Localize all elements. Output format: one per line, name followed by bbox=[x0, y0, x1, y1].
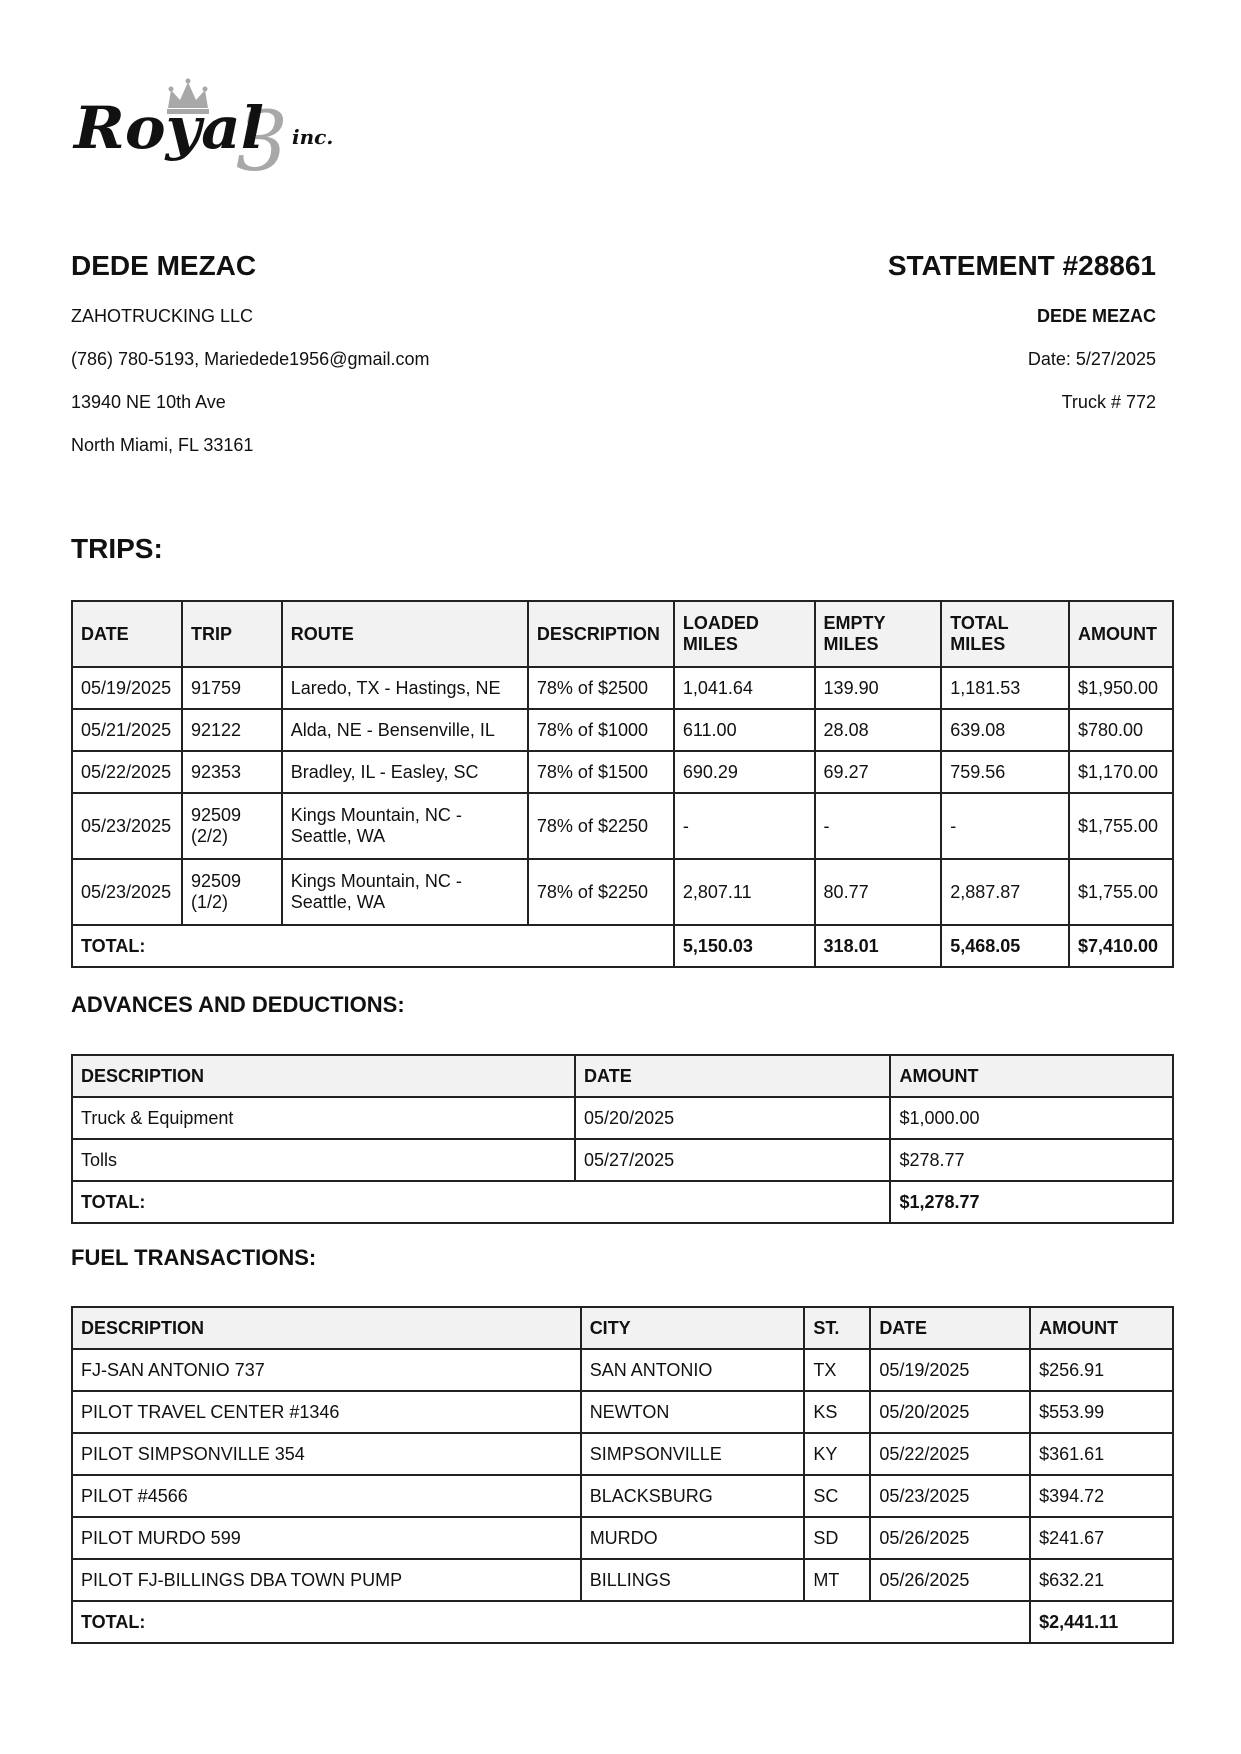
cell: MURDO bbox=[581, 1517, 805, 1559]
cell: TX bbox=[804, 1349, 870, 1391]
cell: 91759 bbox=[182, 667, 282, 709]
table-row bbox=[72, 709, 1173, 751]
column-header: AMOUNT bbox=[890, 1055, 1173, 1097]
address-line-1: 13940 NE 10th Ave bbox=[71, 392, 226, 412]
cell: NEWTON bbox=[581, 1391, 805, 1433]
cell: Kings Mountain, NC - Seattle, WA bbox=[282, 859, 528, 925]
cell: 05/20/2025 bbox=[870, 1391, 1030, 1433]
cell: BLACKSBURG bbox=[581, 1475, 805, 1517]
total-empty-miles: 318.01 bbox=[815, 925, 942, 967]
table-row bbox=[72, 751, 1173, 793]
cell: - bbox=[674, 793, 815, 859]
cell: 1,041.64 bbox=[674, 667, 815, 709]
cell: $278.77 bbox=[890, 1139, 1173, 1181]
table-row bbox=[72, 859, 1173, 925]
cell: 639.08 bbox=[941, 709, 1069, 751]
cell: $1,950.00 bbox=[1069, 667, 1173, 709]
cell: BILLINGS bbox=[581, 1559, 805, 1601]
cell: 759.56 bbox=[941, 751, 1069, 793]
cell: 78% of $1000 bbox=[528, 709, 674, 751]
svg-text:3: 3 bbox=[235, 95, 289, 190]
column-header: DESCRIPTION bbox=[72, 1307, 581, 1349]
cell: KS bbox=[804, 1391, 870, 1433]
table-row bbox=[72, 667, 1173, 709]
total-label: TOTAL: bbox=[72, 925, 674, 967]
cell: 05/21/2025 bbox=[72, 709, 182, 751]
address-line-2: North Miami, FL 33161 bbox=[71, 435, 254, 455]
cell: PILOT SIMPSONVILLE 354 bbox=[72, 1433, 581, 1475]
total-amount: $2,441.11 bbox=[1030, 1601, 1173, 1643]
cell: 92353 bbox=[182, 751, 282, 793]
statement-date: Date: 5/27/2025 bbox=[1027, 349, 1156, 369]
cell: $1,755.00 bbox=[1069, 859, 1173, 925]
cell: Truck & Equipment bbox=[72, 1097, 575, 1139]
company-name: ZAHOTRUCKING LLC bbox=[71, 306, 254, 326]
cell: 92509 (1/2) bbox=[182, 859, 282, 925]
cell: 92509 (2/2) bbox=[182, 793, 282, 859]
column-header: DESCRIPTION bbox=[528, 601, 674, 667]
cell: Bradley, IL - Easley, SC bbox=[282, 751, 528, 793]
total-label: TOTAL: bbox=[72, 1601, 1030, 1643]
fuel-total-row bbox=[72, 1601, 1173, 1643]
cell: PILOT FJ-BILLINGS DBA TOWN PUMP bbox=[72, 1559, 581, 1601]
table-row bbox=[72, 1517, 1173, 1559]
total-amount: $7,410.00 bbox=[1069, 925, 1173, 967]
column-header: DATE bbox=[870, 1307, 1030, 1349]
column-header: TRIP bbox=[182, 601, 282, 667]
advances-table bbox=[71, 1054, 1174, 1224]
cell: Tolls bbox=[72, 1139, 575, 1181]
cell: - bbox=[941, 793, 1069, 859]
column-header: EMPTY MILES bbox=[815, 601, 942, 667]
advances-header-row bbox=[72, 1055, 1173, 1097]
fuel-heading: FUEL TRANSACTIONS: bbox=[71, 1245, 317, 1270]
cell: SD bbox=[804, 1517, 870, 1559]
svg-text:inc.: inc. bbox=[292, 125, 334, 149]
cell: $1,755.00 bbox=[1069, 793, 1173, 859]
cell: 05/19/2025 bbox=[72, 667, 182, 709]
statement-driver-name: DEDE MEZAC bbox=[1036, 306, 1156, 326]
cell: $632.21 bbox=[1030, 1559, 1173, 1601]
cell: $1,000.00 bbox=[890, 1097, 1173, 1139]
cell: $1,170.00 bbox=[1069, 751, 1173, 793]
driver-name-heading: DEDE MEZAC bbox=[71, 250, 257, 281]
cell: 05/22/2025 bbox=[870, 1433, 1030, 1475]
cell: SIMPSONVILLE bbox=[581, 1433, 805, 1475]
cell: 05/23/2025 bbox=[72, 859, 182, 925]
column-header: DATE bbox=[72, 601, 182, 667]
cell: 611.00 bbox=[674, 709, 815, 751]
cell: SC bbox=[804, 1475, 870, 1517]
column-header: AMOUNT bbox=[1030, 1307, 1173, 1349]
cell: 05/23/2025 bbox=[72, 793, 182, 859]
cell: $361.61 bbox=[1030, 1433, 1173, 1475]
cell: KY bbox=[804, 1433, 870, 1475]
column-header: LOADED MILES bbox=[674, 601, 815, 667]
total-amount: $1,278.77 bbox=[890, 1181, 1173, 1223]
cell: - bbox=[815, 793, 942, 859]
trips-table bbox=[71, 600, 1174, 968]
table-row bbox=[72, 1559, 1173, 1601]
cell: 05/26/2025 bbox=[870, 1517, 1030, 1559]
table-row bbox=[72, 1391, 1173, 1433]
table-row bbox=[72, 1475, 1173, 1517]
table-row bbox=[72, 1433, 1173, 1475]
cell: PILOT #4566 bbox=[72, 1475, 581, 1517]
contact-info: (786) 780-5193, Mariedede1956@gmail.com bbox=[71, 349, 430, 369]
cell: 05/26/2025 bbox=[870, 1559, 1030, 1601]
cell: $780.00 bbox=[1069, 709, 1173, 751]
cell: 05/22/2025 bbox=[72, 751, 182, 793]
cell: 1,181.53 bbox=[941, 667, 1069, 709]
cell: MT bbox=[804, 1559, 870, 1601]
cell: 05/19/2025 bbox=[870, 1349, 1030, 1391]
cell: 80.77 bbox=[815, 859, 942, 925]
advances-total-row bbox=[72, 1181, 1173, 1223]
total-miles: 5,468.05 bbox=[941, 925, 1069, 967]
royal-3-inc-logo bbox=[70, 78, 390, 193]
trips-header-row bbox=[72, 601, 1173, 667]
svg-text:Royal: Royal bbox=[71, 94, 264, 162]
column-header: DESCRIPTION bbox=[72, 1055, 575, 1097]
cell: $241.67 bbox=[1030, 1517, 1173, 1559]
cell: 78% of $2250 bbox=[528, 793, 674, 859]
column-header: CITY bbox=[581, 1307, 805, 1349]
trips-heading: TRIPS: bbox=[71, 533, 163, 564]
cell: 69.27 bbox=[815, 751, 942, 793]
cell: 05/23/2025 bbox=[870, 1475, 1030, 1517]
fuel-header-row bbox=[72, 1307, 1173, 1349]
advances-heading: ADVANCES AND DEDUCTIONS: bbox=[71, 992, 405, 1017]
column-header: ROUTE bbox=[282, 601, 528, 667]
column-header: AMOUNT bbox=[1069, 601, 1173, 667]
cell: PILOT TRAVEL CENTER #1346 bbox=[72, 1391, 581, 1433]
trips-total-row bbox=[72, 925, 1173, 967]
cell: Laredo, TX - Hastings, NE bbox=[282, 667, 528, 709]
cell: Kings Mountain, NC - Seattle, WA bbox=[282, 793, 528, 859]
cell: 05/27/2025 bbox=[575, 1139, 890, 1181]
column-header: DATE bbox=[575, 1055, 890, 1097]
table-row bbox=[72, 1349, 1173, 1391]
cell: FJ-SAN ANTONIO 737 bbox=[72, 1349, 581, 1391]
cell: 05/20/2025 bbox=[575, 1097, 890, 1139]
cell: 690.29 bbox=[674, 751, 815, 793]
cell: 78% of $2250 bbox=[528, 859, 674, 925]
cell: PILOT MURDO 599 bbox=[72, 1517, 581, 1559]
cell: 139.90 bbox=[815, 667, 942, 709]
total-loaded-miles: 5,150.03 bbox=[674, 925, 815, 967]
cell: Alda, NE - Bensenville, IL bbox=[282, 709, 528, 751]
cell: 78% of $2500 bbox=[528, 667, 674, 709]
cell: 28.08 bbox=[815, 709, 942, 751]
table-row bbox=[72, 793, 1173, 859]
cell: 78% of $1500 bbox=[528, 751, 674, 793]
cell: SAN ANTONIO bbox=[581, 1349, 805, 1391]
cell: $256.91 bbox=[1030, 1349, 1173, 1391]
column-header: TOTAL MILES bbox=[941, 601, 1069, 667]
table-row bbox=[72, 1097, 1173, 1139]
column-header: ST. bbox=[804, 1307, 870, 1349]
cell: 2,807.11 bbox=[674, 859, 815, 925]
cell: 92122 bbox=[182, 709, 282, 751]
cell: $394.72 bbox=[1030, 1475, 1173, 1517]
cell: $553.99 bbox=[1030, 1391, 1173, 1433]
fuel-table bbox=[71, 1306, 1174, 1644]
table-row bbox=[72, 1139, 1173, 1181]
cell: 2,887.87 bbox=[941, 859, 1069, 925]
truck-number: Truck # 772 bbox=[1061, 392, 1156, 412]
total-label: TOTAL: bbox=[72, 1181, 890, 1223]
statement-title: STATEMENT #28861 bbox=[887, 250, 1156, 281]
